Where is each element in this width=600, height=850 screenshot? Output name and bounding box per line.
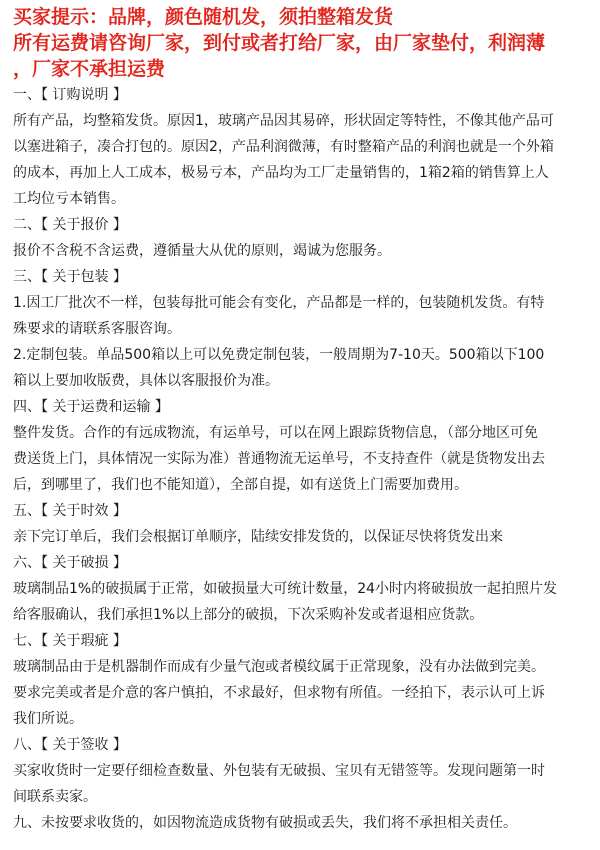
section-receipt [13, 732, 590, 810]
body-line: 1.因工厂批次不一样，包装每批可能会有变化，产品都是一样的，包装随机发货。有特 [13, 295, 545, 311]
section-defects [13, 628, 590, 732]
body-line: 我们所说。 [13, 711, 83, 727]
body-line: 要求完美或者是介意的客户慎拍，不求最好，但求物有所值。一经拍下，表示认可上诉 [13, 685, 545, 701]
body-line: 整件发货。合作的有远成物流，有运单号，可以在网上跟踪货物信息，（部分地区可免 [13, 425, 538, 441]
section-body [13, 654, 590, 732]
section-timing [13, 498, 590, 550]
notice-line: 所有运费请咨询厂家，到付或者打给厂家，由厂家垫付，利润薄 [13, 32, 546, 54]
body-line: 工均位亏本销售。 [13, 191, 125, 207]
section-ordering [13, 82, 590, 212]
section-title: 六、【 关于破损 】 [13, 555, 127, 571]
body-line: 的成本，再加上人工成本，极易亏本，产品均为工厂走量销售的，1箱2箱的销售算上人 [13, 165, 549, 181]
section-title: 八、【 关于签收 】 [13, 737, 127, 753]
section-shipping [13, 394, 590, 498]
section-liability [13, 810, 590, 836]
body-line: 给客服确认，我们承担1%以上部分的破损，下次采购补发或者退相应货款。 [13, 607, 484, 623]
body-line: 亲下完订单后，我们会根据订单顺序，陆续安排发货的，以保证尽快将货发出来 [13, 529, 503, 545]
section-packaging [13, 264, 590, 394]
section-body [13, 576, 590, 628]
section-body [13, 108, 590, 212]
body-line: 2.定制包装。单品500箱以上可以免费定制包装，一般周期为7-10天。500箱以下100 [13, 347, 545, 363]
section-title: 九、未按要求收货的，如因物流造成货物有破损或丢失，我们将不承担相关责任。 [13, 815, 517, 831]
body-line: 后，到哪里了，我们也不能知道），全部自提，如有送货上门需要加费用。 [13, 477, 468, 493]
section-title: 七、【 关于瑕疵 】 [13, 633, 127, 649]
notice-line: ，厂家不承担运费 [13, 58, 166, 80]
body-line: 所有产品，均整箱发货。原因1，玻璃产品因其易碎，形状固定等特性，不像其他产品可 [13, 113, 554, 129]
section-body [13, 524, 590, 550]
section-title: 一、【 订购说明 】 [13, 87, 127, 103]
section-body [13, 238, 590, 264]
section-title: 五、【 关于时效 】 [13, 503, 127, 519]
buyer-notice [13, 4, 590, 82]
notice-line: 买家提示：品牌，颜色随机发，须拍整箱发货 [13, 6, 394, 28]
body-line: 间联系卖家。 [13, 789, 97, 805]
section-title: 三、【 关于包装 】 [13, 269, 127, 285]
body-line: 费送货上门，具体情况一实际为准）普通物流无运单号，不支持查件（就是货物发出去 [13, 451, 545, 467]
section-body [13, 290, 590, 394]
section-damage [13, 550, 590, 628]
body-line: 买家收货时一定要仔细检查数量、外包装有无破损、宝贝有无错签等。发现问题第一时 [13, 763, 545, 779]
section-body [13, 420, 590, 498]
section-body [13, 758, 590, 810]
body-line: 殊要求的请联系客服咨询。 [13, 321, 181, 337]
body-line: 玻璃制品由于是机器制作而成有少量气泡或者模纹属于正常现象，没有办法做到完美。 [13, 659, 545, 675]
body-line: 玻璃制品1%的破损属于正常，如破损量大可统计数量，24小时内将破损放一起拍照片发 [13, 581, 558, 597]
body-line: 以塞进箱子，凑合打包的。原因2，产品利润微薄，有时整箱产品的利润也就是一个外箱 [13, 139, 554, 155]
body-line: 箱以上要加收版费，具体以客服报价为准。 [13, 373, 279, 389]
body-line: 报价不含税不含运费，遵循量大从优的原则，竭诚为您服务。 [13, 243, 391, 259]
section-title: 四、【 关于运费和运输 】 [13, 399, 169, 415]
section-title: 二、【 关于报价 】 [13, 217, 127, 233]
section-quote [13, 212, 590, 264]
